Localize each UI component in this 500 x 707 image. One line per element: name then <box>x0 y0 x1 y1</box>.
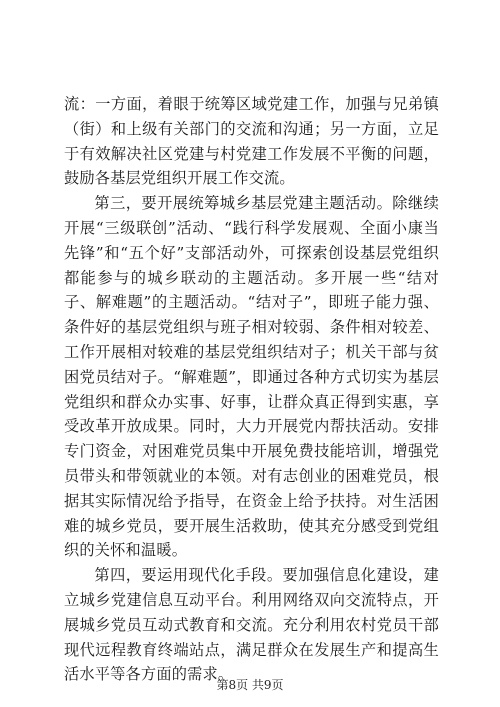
page-footer: 第8页 共9页 <box>216 678 284 692</box>
paragraph-fourth-point: 第四，要运用现代化手段。要加强信息化建设，建立城乡党建信息互动平台。利用网络双向交流特点，开展城乡党员互动式教育和交流。充分利用农村党员干部现代远程教育终端站点，满足群众在发展生产和提高生活水平等各方面的需求。 <box>64 566 439 684</box>
paragraph-third-point: 第三，要开展统筹城乡基层党建主题活动。除继续开展“三级联创”活动、“践行科学发展观、全面小康当先锋”和“五个好”支部活动外，可探索创设基层党组织都能参与的城乡联动的主题活动。多开展一些“结对子、解难题”的主题活动。“结对子”，即班子能力强、条件好的基层党组织与班子相对较弱、条件相对较差、工作开展相对较难的基层党组织结对子；机关干部与贫困党员结对子。“解难题”，即通过各种方式切实为基层党组织和群众办实事、好事，让群众真正得到实惠，享受改革开放成果。同时，大力开展党内帮扶活动。安排专门资金，对困难党员集中开展免费技能培训，增强党员带头和带领就业的本领。对有志创业的困难党员，根据其实际情况给予指导，在资金上给予扶持。对生活困难的城乡党员，要开展生活救助，使其充分感受到党组织的关怀和温暖。 <box>64 194 439 560</box>
document-body <box>64 92 439 687</box>
paragraph-continuation: 流：一方面，着眼于统筹区域党建工作，加强与兄弟镇（街）和上级有关部门的交流和沟通；另一方面，立足于有效解决社区党建与村党建工作发展不平衡的问题，鼓励各基层党组织开展工作交流。 <box>64 95 439 188</box>
